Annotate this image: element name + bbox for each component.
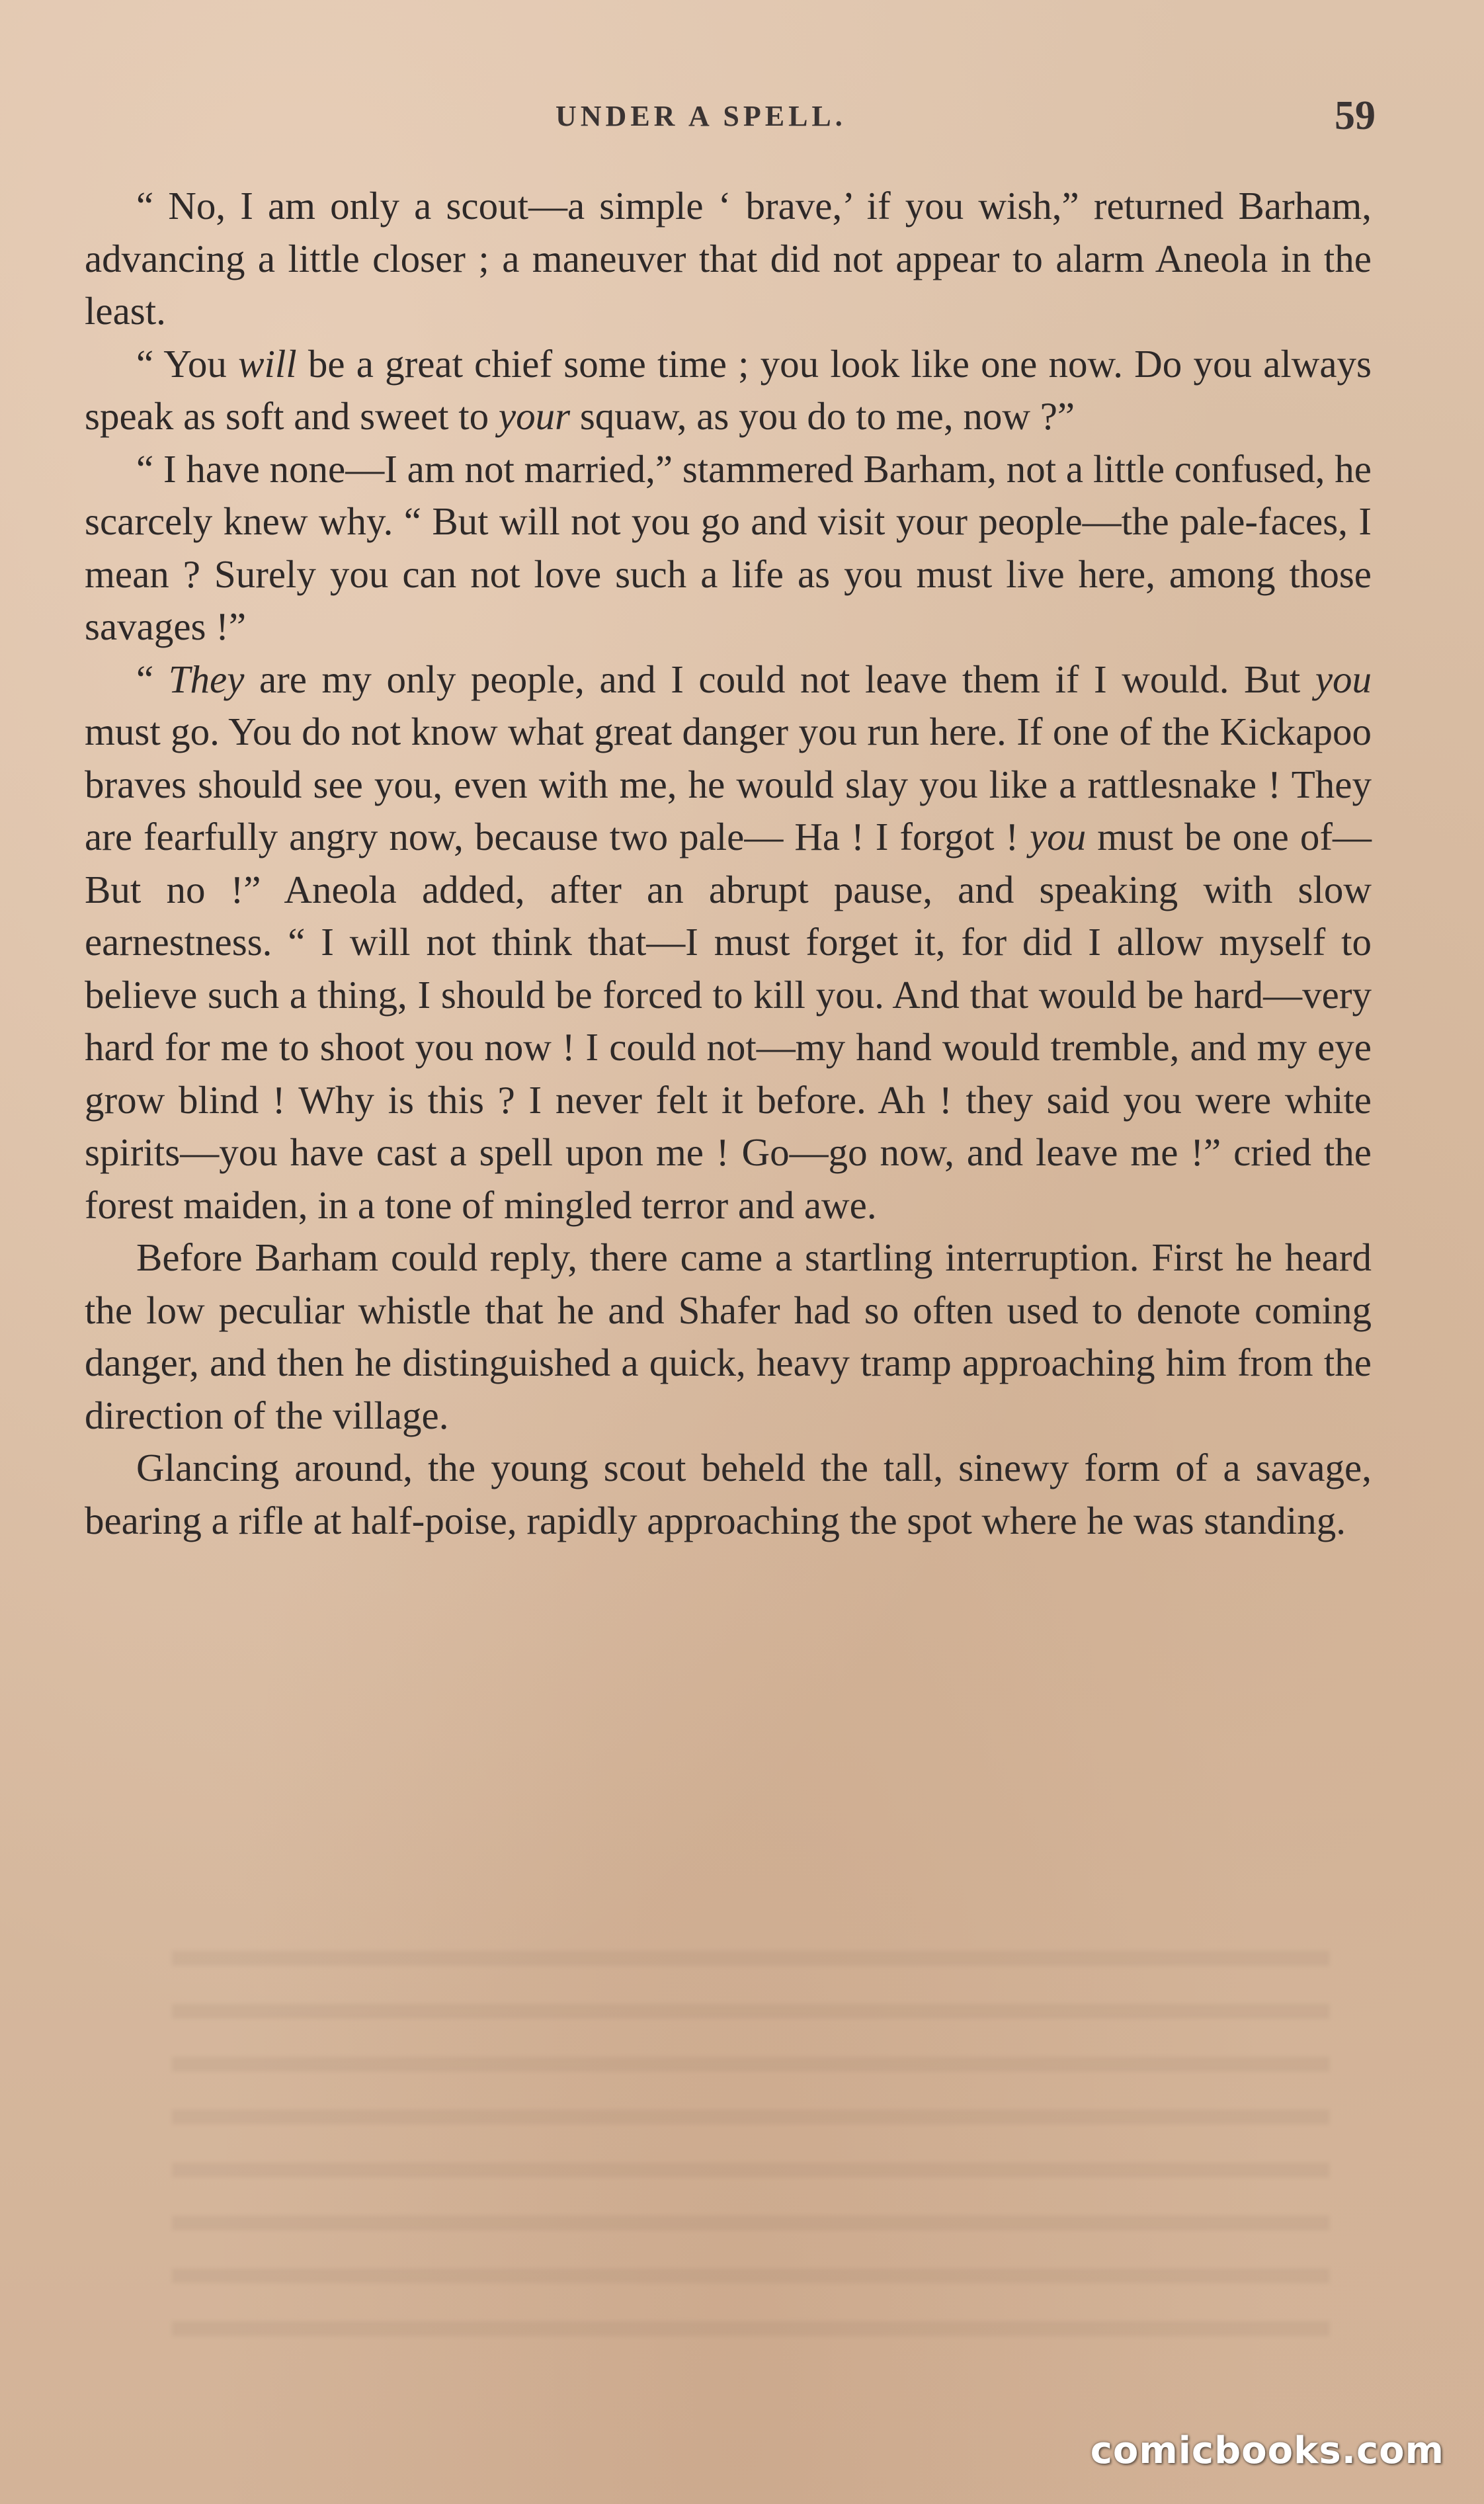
paragraph-4-text-c: must go. You do not know what great danger you run here. If one of the Kickapoo braves should see you, even with me, he would slay you like a rattlesnake ! They are fearfully angry now, because two pale— Ha ! I forgot !: [85, 710, 1372, 858]
paragraph-6-text: Glancing around, the young scout beheld the tall, sinewy form of a savage, bearing a rifle at half-poise, rapidly approaching the spot where he was standing.: [85, 1446, 1372, 1542]
paragraph-4-italic-you-2: you: [1030, 815, 1087, 858]
paragraph-4-text-b: are my only people, and I could not leave them if I would. But: [244, 657, 1315, 701]
paragraph-2-text-b: be a great chief some time ; you look like one now. Do you always speak as soft and sweet to: [85, 341, 1372, 438]
show-through-texture: [172, 1951, 1329, 2348]
paragraph-1: [85, 180, 1372, 338]
paragraph-5: [85, 1231, 1372, 1442]
paragraph-3: [85, 443, 1372, 653]
paragraph-2-italic-will: will: [238, 341, 297, 386]
paragraph-3-text: “ I have none—I am not married,” stammered Barham, not a little confused, he scarcely knew why. “ But will not you go and visit your people—the pale-faces, I mean ? Surely you can not love such a life as you must live here, among those savages !”: [85, 446, 1372, 648]
paragraph-5-text: Before Barham could reply, there came a startling interruption. First he heard the low peculiar whistle that he and Shafer had so often used to denote coming danger, and then he distinguished a quick, heavy tramp approaching him from the direction of the village.: [85, 1235, 1372, 1437]
body-text: [85, 180, 1372, 1547]
paragraph-4-italic-they: They: [168, 657, 245, 701]
paragraph-2-italic-your: your: [498, 394, 571, 438]
paragraph-2: [85, 338, 1372, 443]
page-header: [79, 93, 1376, 146]
paragraph-2-text-c: squaw, as you do to me, now ?”: [570, 394, 1075, 438]
paragraph-4: [85, 653, 1372, 1232]
paragraph-4-italic-you: you: [1315, 657, 1372, 701]
paragraph-1-text: “ No, I am only a scout—a simple ‘ brave,’ if you wish,” returned Barham, advancing a little closer ; a maneuver that did not appear to alarm Aneola in the least.: [85, 184, 1372, 333]
paragraph-2-text-a: “ You: [136, 341, 239, 386]
running-title: UNDER A SPELL.: [556, 100, 846, 132]
paragraph-4-text-d: must be one of— But no !” Aneola added, after an abrupt pause, and speaking with slow earnestness. “ I will not think that—I must forget it, for did I allow myself to believe such a thing, I should be forced to kill you. And that would be hard—very hard for me to shoot you now ! I could not—my hand would tremble, and my eye grow blind ! Why is this ? I never felt it before. Ah ! they said you were white spirits—you have cast a spell upon me ! Go—go now, and leave me !” cried the forest maiden, in a tone of mingled terror and awe.: [85, 815, 1372, 1227]
page-number: 59: [1335, 93, 1376, 138]
watermark: comicbooks.com: [1090, 2429, 1444, 2472]
paragraph-6: [85, 1442, 1372, 1547]
paragraph-4-text-a: “: [136, 657, 169, 701]
